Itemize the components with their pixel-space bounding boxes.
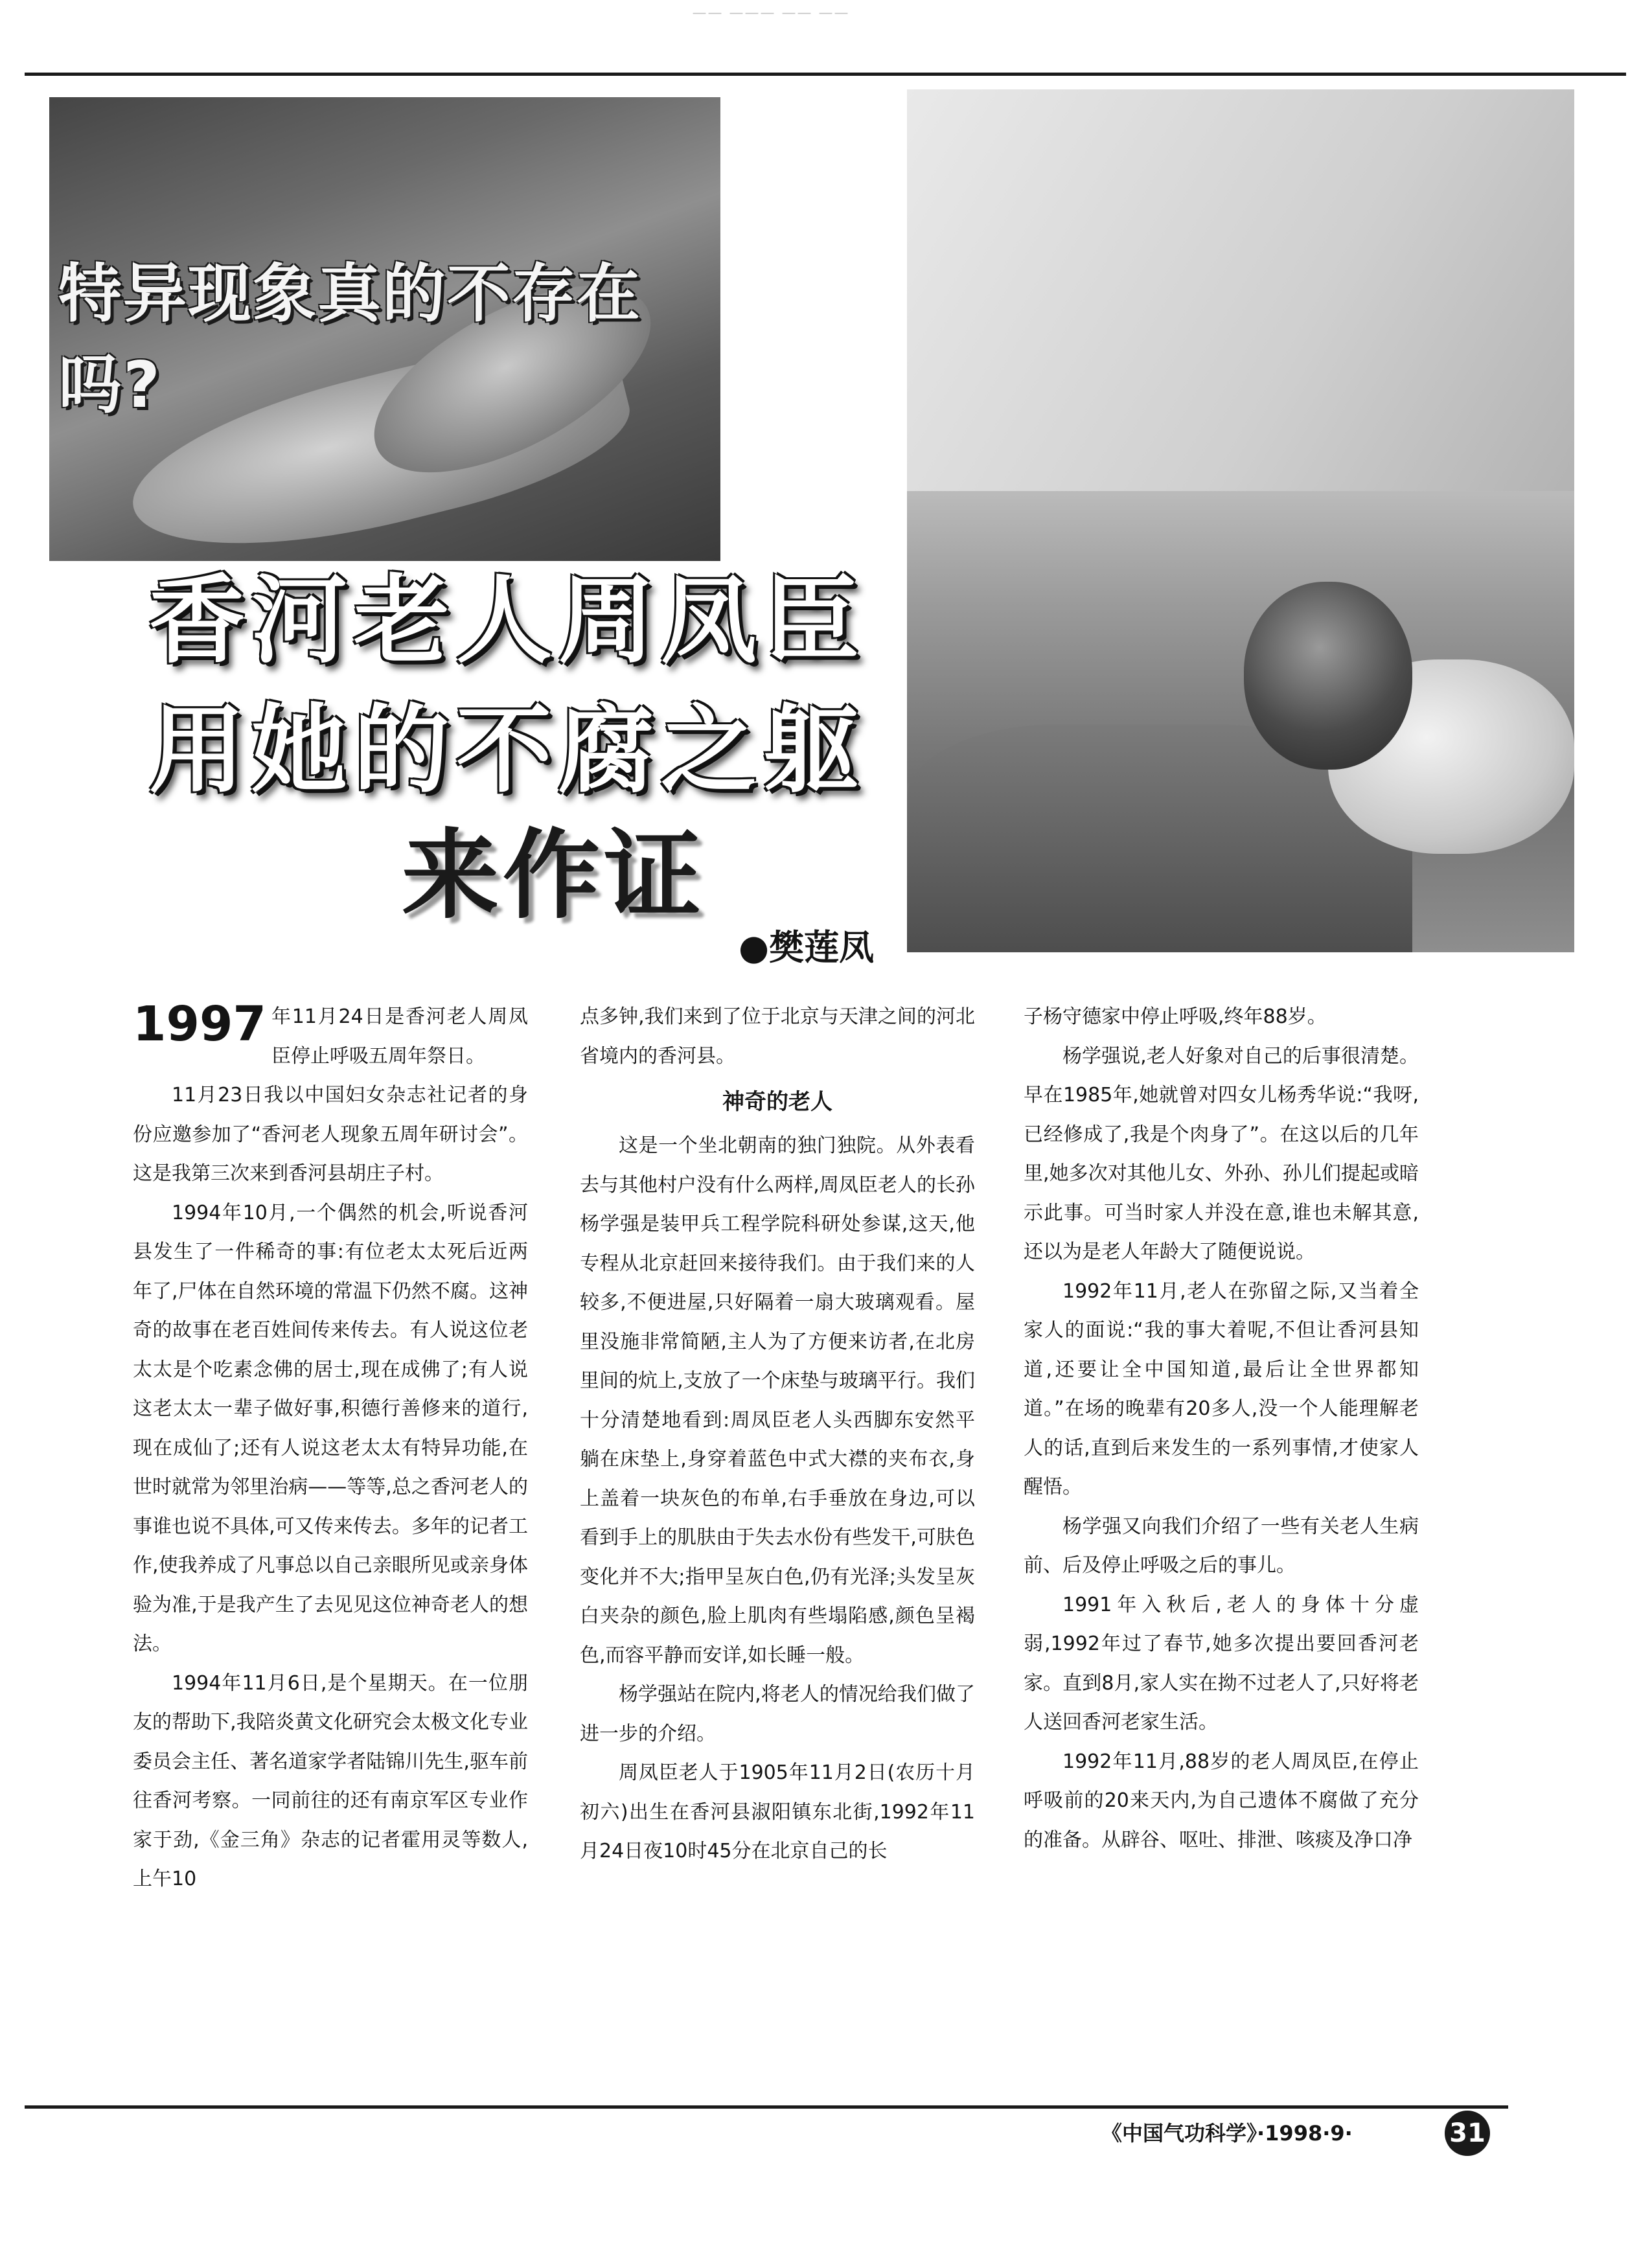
section-heading: 神奇的老人	[722, 1089, 832, 1115]
article-column-1	[133, 998, 528, 1899]
top-rule	[25, 73, 1626, 76]
article-title-line-2: 用她的不腐之躯	[149, 693, 866, 806]
header-faint-text: —— ——— —— ——	[692, 5, 850, 21]
article-subtitle: 特异现象真的不存在吗?	[58, 257, 642, 422]
article-paragraph: 11月23日我以中国妇女杂志社记者的身份应邀参加了“香河老人现象五周年研讨会”。这是我第三次来到香河县胡庄子村。	[133, 1084, 528, 1185]
article-column-2	[580, 998, 975, 1872]
wall-background	[907, 89, 1574, 491]
article-paragraph: 子杨守德家中停止呼吸,终年88岁。	[1024, 1005, 1327, 1028]
page-number: 31	[1445, 2111, 1490, 2156]
article-paragraph: 1992年11月,88岁的老人周凤臣,在停止呼吸前的20来天内,为自己遗体不腐做了充分的准备。从辟谷、呕吐、排泄、咳痰及净口净	[1024, 1750, 1419, 1851]
article-paragraph: 1994年10月,一个偶然的机会,听说香河县发生了一件稀奇的事:有位老太太死后近两年了,尸体在自然环境的常温下仍然不腐。这神奇的故事在老百姓间传来传去。有人说这位老太太是个吃素念佛的居士,现在成佛了;有人说这老太太一辈子做好事,积德行善修来的道行,现在成仙了;还有人说这老太太有特异功能,在世时就常为邻里治病——等等,总之香河老人的事谁也说不具体,可又传来传去。多年的记者工作,使我养成了凡事总以自己亲眼所见或亲身体验为准,于是我产生了去见见这位神奇老人的想法。	[133, 1201, 528, 1655]
article-paragraph: 1994年11月6日,是个星期天。在一位朋友的帮助下,我陪炎黄文化研究会太极文化专业委员会主任、著名道家学者陆锦川先生,驱车前往香河考察。一同前往的还有南京军区专业作家于劲,《金三角》杂志的记者霍用灵等数人,上午10	[133, 1671, 528, 1890]
article-paragraph: 周凤臣老人于1905年11月2日(农历十月初六)出生在香河县淑阳镇东北街,1992年11月24日夜10时45分在北京自己的长	[580, 1761, 975, 1862]
bottom-rule	[25, 2105, 1508, 2109]
article-paragraph: 1991年入秋后,老人的身体十分虚弱,1992年过了春节,她多次提出要回香河老家。直到8月,家人实在拗不过老人了,只好将老人送回香河老家生活。	[1024, 1593, 1419, 1734]
journal-footer: 《中国气功科学》·1998·9·	[1101, 2121, 1353, 2146]
article-paragraph: 杨学强站在院内,将老人的情况给我们做了进一步的介绍。	[580, 1683, 975, 1745]
article-paragraph: 杨学强又向我们介绍了一些有关老人生病前、后及停止呼吸之后的事儿。	[1024, 1515, 1419, 1577]
article-paragraph: 杨学强说,老人好象对自己的后事很清楚。早在1985年,她就曾对四女儿杨秀华说:“我呀,已经修成了,我是个肉身了”。在这以后的几年里,她多次对其他儿女、外孙、孙儿们提起或暗示此事。可当时家人并没在意,谁也未解其意,还以为是老人年龄大了随便说说。	[1024, 1044, 1419, 1263]
article-paragraph: 点多钟,我们来到了位于北京与天津之间的河北省境内的香河县。	[580, 1005, 975, 1068]
article-paragraph: 1992年11月,老人在弥留之际,又当着全家人的面说:“我的事大着呢,不但让香河县知道,还要让全中国知道,最后让全世界都知道。”在场的晚辈有20多人,没一个人能理解老人的话,直到后来发生的一系列事情,才使家人醒悟。	[1024, 1279, 1419, 1498]
drop-year: 1997	[133, 996, 266, 1052]
author-byline: ●樊莲凤	[739, 927, 875, 968]
article-title-line-3: 来作证	[402, 819, 706, 932]
paragraph-text: 年11月24日是香河老人周凤臣停止呼吸五周年祭日。	[271, 1005, 528, 1068]
article-paragraph: 这是一个坐北朝南的独门独院。从外表看去与其他村户没有什么两样,周凤臣老人的长孙杨学强是装甲兵工程学院科研处参谋,这天,他专程从北京赶回来接待我们。由于我们来的人较多,不便进屋,只好隔着一扇大玻璃观看。屋里没施非常简陋,主人为了方便来访者,在北房里间的炕上,支放了一个床垫与玻璃平行。我们十分清楚地看到:周凤臣老人头西脚东安然平躺在床垫上,身穿着蓝色中式大襟的夹布衣,身上盖着一块灰色的布单,右手垂放在身边,可以看到手上的肌肤由于失去水份有些发干,可肤色变化并不大;指甲呈灰白色,仍有光泽;头发呈灰白夹杂的颜色,脸上肌肉有些塌陷感,颜色呈褐色,而容平静而安详,如长睡一般。	[580, 1134, 975, 1667]
article-column-3	[1024, 998, 1419, 1860]
body-photo	[907, 89, 1574, 952]
article-title-line-1: 香河老人周凤臣	[149, 564, 866, 676]
head	[1244, 582, 1412, 770]
article-paragraph	[133, 998, 528, 1076]
